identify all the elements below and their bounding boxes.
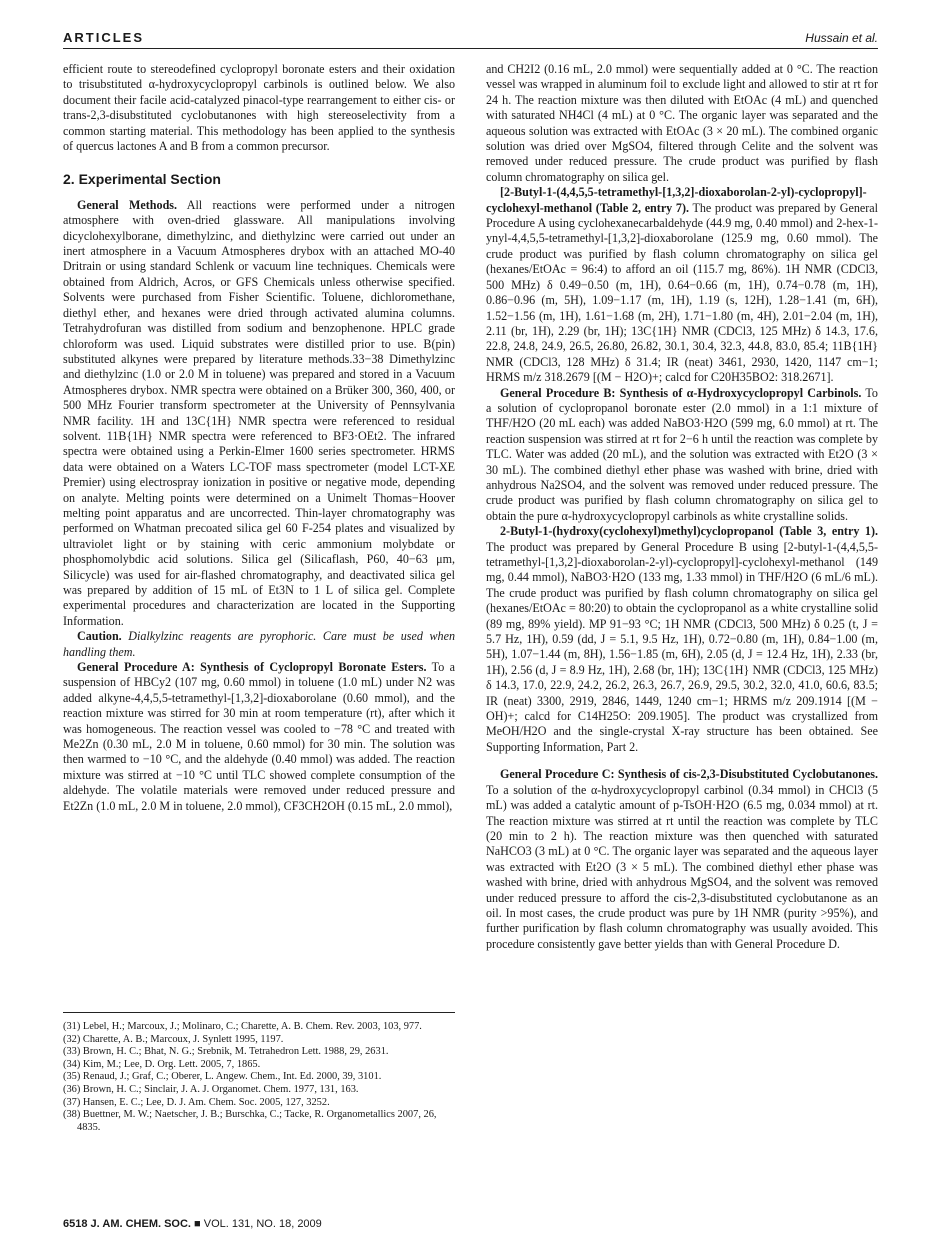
- reference-item: (31) Lebel, H.; Marcoux, J.; Molinaro, C.; Charette, A. B. Chem. Rev. 2003, 103, 977.: [63, 1021, 422, 1032]
- reference-item: (36) Brown, H. C.; Sinclair, J. A. J. Organomet. Chem. 1977, 131, 163.: [63, 1083, 359, 1095]
- general-methods-title: General Methods.: [77, 197, 178, 212]
- page-number: 6518: [63, 1218, 88, 1230]
- intro-paragraph: efficient route to stereodefined cyclopropyl boronate esters and their oxidation to trisubstituted α-hydroxycyclopropyl carbinols is outlined below. We also document their facile acid-catalyzed pinacol-type rearrangement to either cis- or trans-2,3-disubstituted cyclobutanones with high stereoselectivity from a common starting material. This methodology has been applied to the synthesis of quercus lactones A and B from a common precursor.: [63, 62, 455, 154]
- compound-7-paragraph: [486, 185, 878, 385]
- running-header: [63, 30, 878, 49]
- paragraph-gap: [486, 755, 878, 767]
- footer-separator: ■: [194, 1218, 201, 1230]
- compound-7-title: [2-Butyl-1-(4,4,5,5-tetramethyl-[1,3,2]-dioxaborolan-2-yl)-cyclopropyl]-cyclohexyl-methanol (Table 2, entry 7).: [486, 185, 867, 215]
- procedure-c-paragraph: [486, 767, 878, 952]
- compound-1-text: The product was prepared by General Procedure B using [2-butyl-1-(4,4,5,5-tetramethyl-[1,3,2]-dioxaborolan-2-yl)-cyclopropyl]-cyclohexyl-methanol (149 mg, 0.44 mmol), NaBO3·H2O (133 mg, 1.33 mmol) in THF/H2O (6 mL/6 mL). The crude product was purified by flash column chromatography on silica gel (hexanes/EtOAc = 80:20) to obtain the cyclopropanol as a white crystalline solid (89 mg, 89% yield). MP 91−93 °C; 1H NMR (CDCl3, 500 MHz) δ 0.25 (t, J = 5.7 Hz, 1H), 0.59 (dd, J = 5.1, 9.5 Hz, 1H), 0.72−0.80 (m, 1H), 0.84−1.00 (m, 5H), 1.07−1.44 (m, 8H), 1.56−1.85 (m, 6H), 2.05 (d, J = 12.4 Hz, 1H), 2.33 (br, 1H), 2.56 (d, J = 8.9 Hz, 1H), 2.68 (br, 1H); 13C{1H} NMR (CDCl3, 125 MHz) δ 14.3, 17.0, 22.9, 24.2, 26.2, 26.3, 26.7, 26.9, 29.5, 30.2, 32.0, 41.0, 60.6, 83.5; IR (neat) 3300, 2919, 2846, 1449, 1240 cm−1; HRMS m/z 209.1914 [(M − OH)+; calcd for C14H25O: 209.1905]. The product was crystallized from MeOH/H2O and the single-crystal X-ray structure has been obtained. See Supporting Information, Part 2.: [486, 539, 878, 754]
- reference-item: (32) Charette, A. B.; Marcoux, J. Synlett 1995, 1197.: [63, 1033, 284, 1045]
- compound-7-text: The product was prepared by General Procedure A using cyclohexanecarbaldehyde (44.9 mg, 0.40 mmol) and 2-hex-1-ynyl-4,4,5,5-tetramethyl-[1,3,2]-dioxaborolane (125.9 mg, 0.60 mmol). The crude product was purified by flash column chromatography on silica gel (hexanes/EtOAc = 96:4) to afford an oil (115.7 mg, 86%). 1H NMR (CDCl3, 500 MHz) δ 0.49−0.50 (m, 1H), 0.64−0.66 (m, 1H), 0.74−0.78 (m, 1H), 0.86−0.96 (m, 5H), 1.09−1.17 (m, 1H), 1.19 (s, 12H), 1.28−1.41 (m, 6H), 1.52−1.56 (m, 1H), 1.61−1.68 (m, 2H), 1.71−1.80 (m, 4H), 2.01−2.04 (m, 1H), 2.11 (br, 1H), 2.29 (br, 1H); 13C{1H} NMR (CDCl3, 125 MHz) δ 14.3, 17.6, 22.8, 24.8, 24.9, 26.5, 26.80, 26.82, 30.1, 30.4, 32.3, 44.8, 83.0, 85.4; 11B{1H} NMR (CDCl3, 128 MHz) δ 31.4; IR (neat) 3461, 2930, 1420, 1147 cm−1; HRMS m/z 318.2679 [(M − H2O)+; calcd for C20H35BO2: 318.2671].: [486, 200, 879, 385]
- journal-name: J. AM. CHEM. SOC.: [90, 1218, 191, 1230]
- references-list: [63, 1012, 455, 1134]
- procedure-a-text: To a suspension of HBCy2 (107 mg, 0.60 mmol) in toluene (1.0 mL) under N2 was added alkyne-4,4,5,5-tetramethyl-[1,3,2]-dioxaborolane (0.60 mmol), and the reaction mixture was stirred for 30 min at room temperature (rt), after which it was homogeneous. The reaction vessel was cooled to −78 °C and treated with Me2Zn (0.30 mL, 2.0 M in toluene, 0.60 mmol) for 30 min. The solution was then warmed to −10 °C, and the aldehyde (0.40 mmol) was added. The reaction mixture was stirred at −10 °C until TLC showed complete consumption of the aldehyde. The volatile materials were removed under reduced pressure and Et2Zn (1.0 mL, 2.0 M in toluene, 2.0 mmol), CF3CH2OH (0.15 mL, 2.0 mmol),: [63, 660, 455, 813]
- procedure-a-title: General Procedure A: Synthesis of Cyclopropyl Boronate Esters.: [77, 660, 427, 675]
- reference-item: (35) Renaud, J.; Graf, C.; Oberer, L. Angew. Chem., Int. Ed. 2000, 39, 3101.: [63, 1071, 382, 1083]
- reference-item: (37) Hansen, E. C.; Lee, D. J. Am. Chem. Soc. 2005, 127, 3252.: [63, 1096, 330, 1108]
- general-methods-paragraph: [63, 198, 455, 629]
- general-methods-text: All reactions were performed under a nitrogen atmosphere with oven-dried glassware. All manipulations involving dicyclohexylborane, dimethylzinc, and diethylzinc were carried out under an inert atmosphere in a Vacuum Atmospheres drybox with an attached MO-40 Dritrain or using standard Schlenk or vacuum line techniques. Chemicals were obtained from Aldrich, Acros, or GFS Chemicals unless otherwise specified. Solvents were purchased from Fisher Scientific. Toluene, dichloromethane, diethyl ether, and hexanes were dried through activated alumina columns. Tetrahydrofuran was distilled from sodium and benzophenone. HPLC grade chloroform was used. Liquid substrates were distilled prior to use. B(pin) substituted alkynes were prepared by literature methods.33−38 Dimethylzinc and diethylzinc (1.0 or 2.0 M in toluene) was prepared and stored in a Vacuum Atmospheres drybox. NMR spectra were obtained on a Brüker 300, 360, 400, or 500 MHz Fourier transform spectrometer at the University of Pennsylvania NMR facility. 1H and 13C{1H} NMR spectra were referenced to residual solvent. 11B{1H} NMR spectra were referenced to BF3·OEt2. The infrared spectra were obtained using a Perkin-Elmer 1600 series spectrometer. HRMS data were obtained on a Waters LC-TOF mass spectrometer (model LCT-XE Premier) using electrospray ionization in positive or negative mode, depending on analyte. Melting points were determined on a Unimelt Thomas−Hoover melting point apparatus and are uncorrected. Thin-layer chromatography was performed on Whatman precoated silica gel 60 F-254 plates and visualized by ultraviolet light or by staining with ceric ammonium molybdate or phosphomolybdic acid solutions. Silica gel (Silicaflash, P60, 40−63 μm, Silicycle) was used for air-flashed chromatography, and deactivated silica gel was prepared by addition of 15 mL of Et3N to 1 L of silica gel. Complete experimental procedures and characterization are located in the Supporting Information.: [63, 197, 455, 628]
- volume-info: VOL. 131, NO. 18, 2009: [203, 1218, 322, 1230]
- section-heading: 2. Experimental Section: [63, 171, 221, 188]
- caution-title: Caution.: [77, 629, 122, 644]
- reference-item: (38) Buettner, M. W.; Naetscher, J. B.; Burschka, C.; Tacke, R. Organometallics 2007, 26, 4835.: [63, 1109, 437, 1133]
- right-column: [486, 62, 878, 952]
- procedure-c-text: To a solution of the α-hydroxycyclopropyl carbinol (0.34 mmol) in CHCl3 (5 mL) was added a catalytic amount of p-TsOH·H2O (6.5 mg, 0.034 mmol) at rt. The reaction mixture was stirred at rt until the reaction was complete by TLC (20 min to 2 h). The reaction mixture was then quenched with saturated NaHCO3 (3 mL) at 0 °C. The organic layer was separated and the aqueous layer was extracted with Et2O (3 × 5 mL). The combined diethyl ether phase was washed with brine, dried with anhydrous MgSO4, and the solvent was removed under reduced pressure to afford the cis-2,3-disubstituted cyclobutanone as an oil. In most cases, the crude product was pure by 1H NMR (purity >95%), and further purification by flash column chromatography was usually avoided. This procedure consistently gave better yields than with General Procedure D.: [486, 782, 878, 951]
- reference-item: (34) Kim, M.; Lee, D. Org. Lett. 2005, 7, 1865.: [63, 1058, 261, 1070]
- section-label: ARTICLES: [63, 30, 144, 45]
- compound-1-paragraph: [486, 524, 878, 755]
- caution-text: Dialkylzinc reagents are pyrophoric. Care must be used when handling them.: [63, 629, 455, 659]
- procedure-c-title: General Procedure C: Synthesis of cis-2,3-Disubstituted Cyclobutanones.: [500, 767, 878, 782]
- page-footer: [63, 1218, 322, 1230]
- compound-1-title: 2-Butyl-1-(hydroxy(cyclohexyl)methyl)cyclopropanol (Table 3, entry 1).: [500, 524, 878, 539]
- left-column: [63, 62, 455, 814]
- reference-item: (33) Brown, H. C.; Bhat, N. G.; Srebnik, M. Tetrahedron Lett. 1988, 29, 2631.: [63, 1046, 389, 1058]
- procedure-b-paragraph: [486, 386, 878, 525]
- procedure-b-title: General Procedure B: Synthesis of α-Hydroxycyclopropyl Carbinols.: [500, 385, 862, 400]
- procedure-a-paragraph: [63, 660, 455, 814]
- continued-paragraph: and CH2I2 (0.16 mL, 2.0 mmol) were sequentially added at 0 °C. The reaction vessel was wrapped in aluminum foil to exclude light and allowed to stir at rt for 24 h. The reaction mixture was then diluted with EtOAc (4 mL) and quenched with saturated NH4Cl (4 mL) at 0 °C. The organic layer was separated and the aqueous solution was extracted with EtOAc (3 × 20 mL). The combined organic solution was dried over MgSO4, filtered through Celite and the solvent was removed under reduced pressure. The crude product was purified by flash column chromatography on silica gel.: [486, 62, 878, 184]
- caution-paragraph: [63, 629, 455, 660]
- procedure-b-text: To a solution of cyclopropanol boronate ester (2.0 mmol) in a 1:1 mixture of THF/H2O (20 mL each) was added NaBO3·H2O (599 mg, 6.0 mmol) at rt. The reaction suspension was stirred at rt for 2−6 h until the reaction was complete by TLC. Water was added (20 mL), and the solution was extracted with Et2O (3 × 30 mL). The combined diethyl ether phase was washed with brine, dried with anhydrous Na2SO4, and the solvent was removed under reduced pressure. The crude product was purified by flash column chromatography on silica gel to obtain the pure α-hydroxycyclopropyl carbinols as white crystalline solids.: [486, 385, 878, 523]
- author-label: Hussain et al.: [805, 31, 878, 45]
